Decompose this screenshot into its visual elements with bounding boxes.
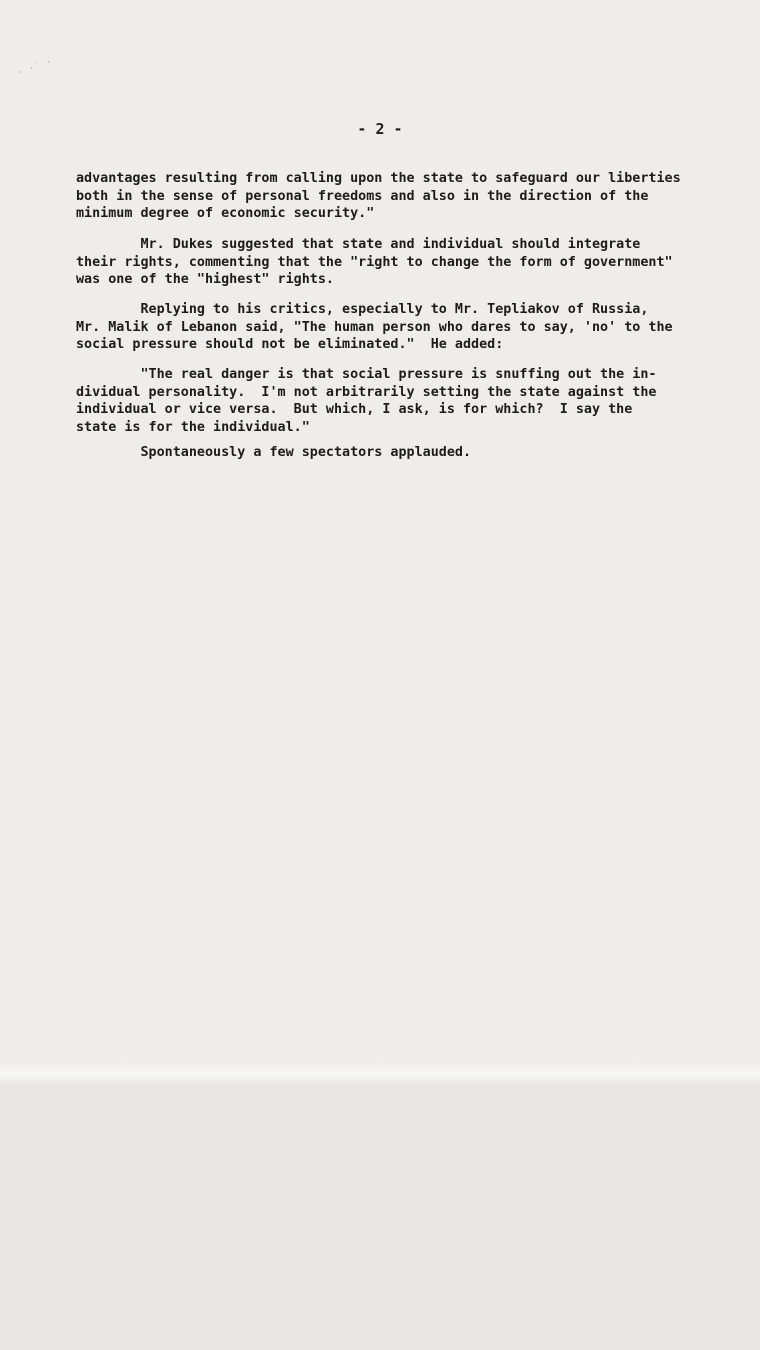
paragraph-dukes: Mr. Dukes suggested that state and individual should integrate their rights, commenting that the "right to change the form of government" was one of the "highest" rights. <box>76 237 673 287</box>
paper-mark: · ·ˊ · <box>16 56 54 80</box>
paper-fold-line <box>0 1062 760 1088</box>
page-number: - 2 - <box>357 120 403 138</box>
paper-lower-section <box>0 1088 760 1350</box>
paragraph-applause: Spontaneously a few spectators applauded. <box>76 445 472 460</box>
paragraph-malik-reply: Replying to his critics, especially to Mr. Tepliakov of Russia, Mr. Malik of Lebanon said, "The human person who dares to say, 'no' to the social pressure should not be eliminated." He added: <box>76 302 673 352</box>
paragraph-quote-ending: advantages resulting from calling upon the state to safeguard our liberties both in the sense of personal freedoms and also in the direction of the minimum degree of economic security." <box>76 171 681 221</box>
paragraph-malik-quote: "The real danger is that social pressure is snuffing out the in- dividual personality. I'm not arbitrarily setting the state against the individual or vice versa. But which, I ask, is for which? I say the state is for the individual." <box>76 367 657 435</box>
